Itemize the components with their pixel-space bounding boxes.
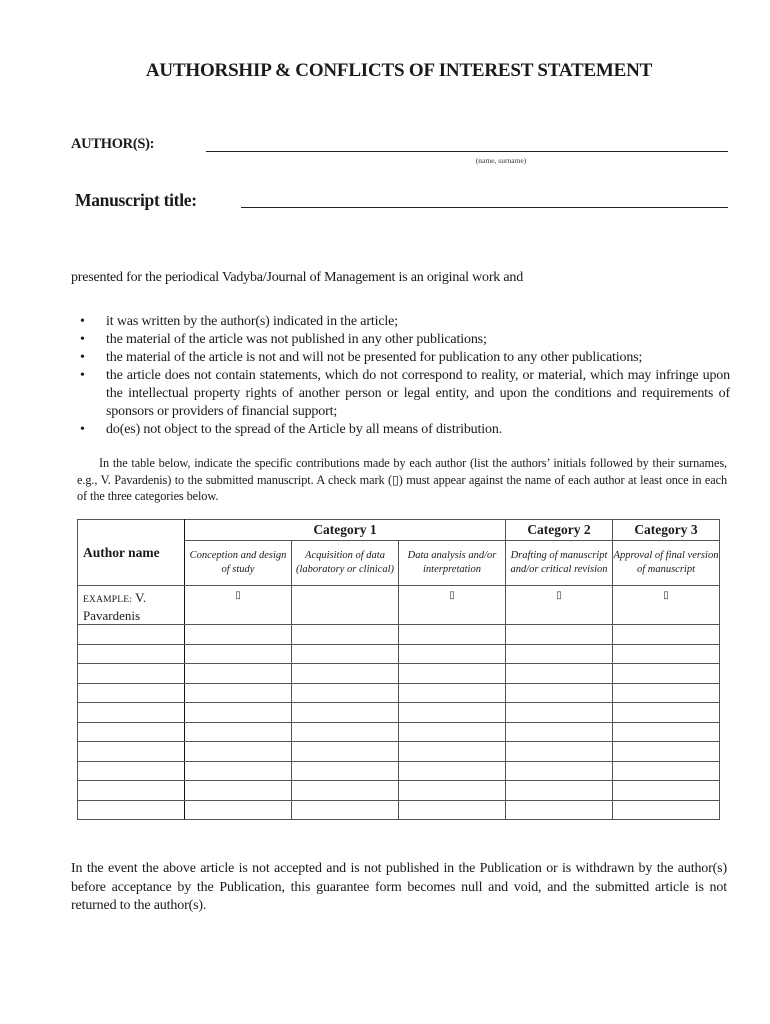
contribution-cell[interactable] [506, 722, 613, 742]
column-header-conception: Conception and design of study [185, 541, 292, 586]
contribution-cell[interactable] [399, 703, 506, 723]
contribution-cell[interactable] [185, 800, 292, 820]
authors-hint: (name, surname) [475, 156, 527, 165]
contribution-cell[interactable] [399, 644, 506, 664]
authors-input-line[interactable] [206, 151, 728, 152]
contribution-cell[interactable] [613, 625, 720, 645]
contribution-cell[interactable] [185, 761, 292, 781]
contribution-cell[interactable] [292, 800, 399, 820]
example-row [78, 586, 720, 625]
declaration-item: • the material of the article was not published in any other publications; [80, 332, 487, 347]
contribution-cell[interactable] [185, 703, 292, 723]
author-name-cell[interactable] [78, 761, 185, 781]
authors-label: AUTHOR(S): [71, 136, 155, 152]
contribution-cell[interactable] [292, 761, 399, 781]
contribution-cell[interactable] [185, 644, 292, 664]
table-row [78, 644, 720, 664]
contribution-cell[interactable] [399, 761, 506, 781]
column-header-analysis: Data analysis and/or interpretation [399, 541, 506, 586]
closing-paragraph: In the event the above article is not accepted and is not published in the Publication or is withdrawn by the author(s) before acceptance by the Publication, this guarantee form becomes null and void, and the submitted article is not returned to the author(s). [71, 861, 727, 913]
checkmark-icon: ▯ [663, 590, 669, 601]
author-name-cell[interactable] [78, 703, 185, 723]
intro-paragraph: presented for the periodical Vadyba/Journal of Management is an original work and [71, 270, 524, 285]
contribution-cell[interactable] [185, 781, 292, 801]
manuscript-title-label: Manuscript title: [75, 190, 197, 210]
contribution-cell[interactable] [292, 781, 399, 801]
contribution-cell[interactable] [613, 800, 720, 820]
bullet-icon: • [80, 314, 85, 329]
contribution-cell[interactable] [292, 722, 399, 742]
bullet-icon: • [80, 332, 85, 347]
contribution-cell[interactable] [185, 664, 292, 684]
example-cell-approval [613, 586, 720, 625]
contribution-cell[interactable] [185, 742, 292, 762]
contribution-cell[interactable] [399, 625, 506, 645]
contribution-cell[interactable] [399, 683, 506, 703]
bullet-icon: • [80, 368, 85, 383]
checkmark-icon: ▯ [449, 590, 455, 601]
author-name-cell[interactable] [78, 625, 185, 645]
bullet-icon: • [80, 422, 85, 437]
contribution-cell[interactable] [399, 800, 506, 820]
manuscript-title-input-line[interactable] [241, 207, 728, 208]
document-title: AUTHORSHIP & CONFLICTS OF INTEREST STATEMENT [145, 60, 653, 81]
contribution-cell[interactable] [399, 781, 506, 801]
column-header-acquisition: Acquisition of data (laboratory or clinical) [292, 541, 399, 586]
author-name-cell[interactable] [78, 683, 185, 703]
contribution-cell[interactable] [506, 683, 613, 703]
table-instructions: In the table below, indicate the specific contributions made by each author (list the authors’ initials followed by their surnames, e.g., V. Pavardenis) to the submitted manuscript. A check mark (▯) must appear against the name of each author at least once in each of the three categories below. [77, 456, 727, 503]
contribution-cell[interactable] [506, 781, 613, 801]
contribution-cell[interactable] [185, 683, 292, 703]
contribution-cell[interactable] [506, 800, 613, 820]
author-name-cell[interactable] [78, 742, 185, 762]
contribution-cell[interactable] [292, 742, 399, 762]
example-author-name: V. Pavardenis [83, 590, 147, 623]
contribution-cell[interactable] [613, 722, 720, 742]
contribution-cell[interactable] [292, 703, 399, 723]
contribution-cell[interactable] [613, 781, 720, 801]
contribution-cell[interactable] [613, 761, 720, 781]
contribution-cell[interactable] [506, 703, 613, 723]
contribution-cell[interactable] [613, 683, 720, 703]
author-name-header: Author name [78, 520, 185, 586]
example-cell-drafting [506, 586, 613, 625]
declaration-item: • the material of the article is not and will not be presented for publication to any other publications; [80, 350, 643, 365]
contribution-cell[interactable] [399, 722, 506, 742]
contribution-cell[interactable] [185, 625, 292, 645]
table-row [78, 800, 720, 820]
category-3-header: Category 3 [613, 520, 720, 541]
author-name-cell[interactable] [78, 781, 185, 801]
contribution-cell[interactable] [506, 664, 613, 684]
contribution-cell[interactable] [292, 625, 399, 645]
declaration-item: • do(es) not object to the spread of the Article by all means of distribution. [80, 422, 503, 437]
column-header-drafting: Drafting of manuscript and/or critical revision [506, 541, 613, 586]
declaration-item: • it was written by the author(s) indicated in the article; [80, 314, 398, 329]
author-name-cell[interactable] [78, 722, 185, 742]
column-header-approval: Approval of final version of manuscript [613, 541, 720, 586]
table-row [78, 625, 720, 645]
table-row [78, 664, 720, 684]
contribution-cell[interactable] [506, 644, 613, 664]
table-row [78, 683, 720, 703]
author-name-cell[interactable] [78, 644, 185, 664]
contribution-cell[interactable] [613, 664, 720, 684]
example-author-cell [78, 586, 185, 625]
example-cell-conception [185, 586, 292, 625]
example-cell-acquisition [292, 586, 399, 625]
contribution-cell[interactable] [613, 742, 720, 762]
contribution-cell[interactable] [292, 683, 399, 703]
contribution-cell[interactable] [185, 722, 292, 742]
contribution-cell[interactable] [506, 742, 613, 762]
author-name-cell[interactable] [78, 800, 185, 820]
contribution-cell[interactable] [399, 742, 506, 762]
contribution-cell[interactable] [506, 761, 613, 781]
declaration-item: • the article does not contain statements, which do not correspond to reality, or material, which may infringe upon the intellectual property rights of another person or legal entity, and upon the conditions and requirements of sponsors or providers of financial support; [80, 368, 730, 419]
example-label: EXAMPLE: [83, 595, 133, 605]
contribution-cell[interactable] [399, 664, 506, 684]
table-row [78, 742, 720, 762]
category-1-header: Category 1 [185, 520, 506, 541]
contribution-cell[interactable] [613, 644, 720, 664]
contributions-table [77, 519, 720, 820]
contribution-cell[interactable] [292, 644, 399, 664]
contribution-cell[interactable] [292, 664, 399, 684]
table-row [78, 781, 720, 801]
bullet-icon: • [80, 350, 85, 365]
checkmark-icon: ▯ [235, 590, 241, 601]
contribution-cell[interactable] [613, 703, 720, 723]
author-name-cell[interactable] [78, 664, 185, 684]
table-row [78, 722, 720, 742]
declaration-list [78, 313, 730, 439]
example-cell-analysis [399, 586, 506, 625]
category-2-header: Category 2 [506, 520, 613, 541]
contribution-cell[interactable] [506, 625, 613, 645]
table-row [78, 703, 720, 723]
table-row [78, 761, 720, 781]
checkmark-icon: ▯ [556, 590, 562, 601]
